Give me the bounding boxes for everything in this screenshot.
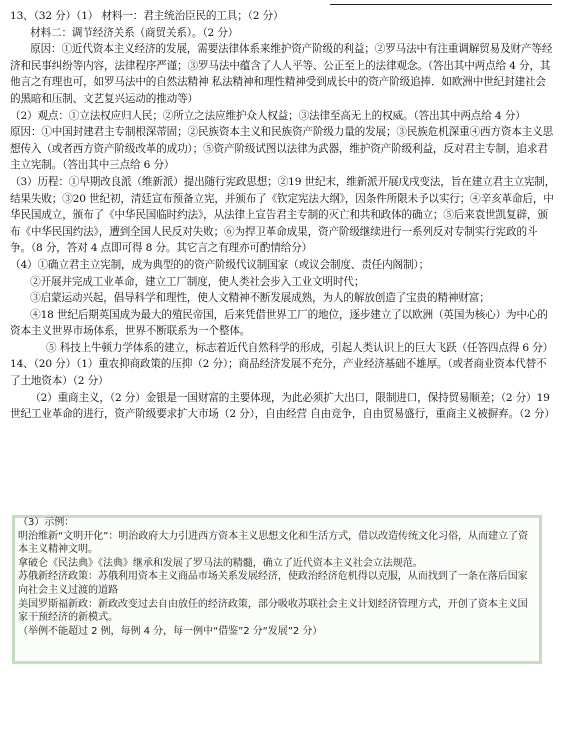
q13-part4-item1: （4）①确立君主立宪制，成为典型的的资产阶级代议制国家（或议会制度、责任内阁制）； — [10, 258, 430, 271]
q13-header: 13、（32 分）（1） 材料一：君主统治臣民的工具；（2 分） — [10, 10, 284, 22]
q14-part2: （2）重商主义，（2 分）金银是一国财富的主要体现，为此必须扩大出口，限制进口，保持贸易顺差；（2 分）19 世纪工业革命的进行，资产阶级要求扩大市场（2 分），自由经营 自由竞争，自由贸易盛行，重商主义被摒弃。（2 分） — [10, 391, 555, 421]
example-meiji: 明治维新“文明开化”：明治政府大力引进西方资本主义思想文化和生活方式，借以改造传统文化习俗，从而建立了资本主义精神文明。 — [18, 530, 528, 556]
example-box-text — [18, 516, 534, 638]
q13-part2-reason: 原因：①中国封建君主专制根深蒂固；②民族资本主义和民族资产阶级力量的发展；③民族危机深重④西方资本主义思想传入（或者西方资产阶级改革的成功）；⑤资产阶级试图以法律为武器，维护资产阶级利益，反对君主专制，追求君主立宪制。（答出其中三点给 6 分） — [10, 126, 554, 172]
q13-reason: 原因：①近代资本主义经济的发展，需要法律体系来维护资产阶级的利益；②罗马法中有注重调解贸易及财产等经济和民事纠纷等内容，法律程序严谨；③罗马法中蕴含了人人平等、公正至上的法律观念。（答出其中两点给 4 分，其他言之有理也可，如罗马法中的自然法精神 私法精神和理性精神受到成长中的资产阶级追捧．如欧洲中世纪封建社会的黑暗和压制、文艺复兴运动的推动等） — [10, 43, 553, 105]
q13-part2-view: （2）观点：①立法权应归人民；②所立之法应维护众人权益；③法律至高无上的权威。（答出其中两点给 4 分） — [10, 109, 526, 122]
q13-part4-item2: ②开展并完成工业革命，建立工厂制度，使人类社会步入工业文明时代； — [30, 275, 365, 288]
example-new-deal: 美国罗斯福新政：新政改变过去自由放任的经济政策，部分吸收苏联社会主义计划经济管理方式，开创了资本主义国家干预经济的新模式。 — [18, 598, 528, 624]
q13-part4-item4: ④18 世纪后期英国成为最大的殖民帝国，后来凭借世界工厂的地位，逐步建立了以欧洲（英国为核心）为中心的资本主义世界市场体系，世界不断联系为一个整体。 — [10, 308, 548, 338]
top-rule — [330, 4, 552, 5]
q13-material2: 材料二：调节经济关系（商贸关系）。（2 分） — [30, 26, 239, 39]
q13-part4-item5: ⑤ 科技上牛顿力学体系的建立，标志着近代自然科学的形成，引起人类认识上的巨大飞跃（任答四点得 6 分） — [46, 341, 554, 354]
example-napoleon: 拿破仑《民法典》《法典》继承和发展了罗马法的精髓，确立了近代资本主义社会立法规范。 — [18, 557, 423, 569]
example-note: （举例不能超过 2 例，每例 4 分，每一例中“借鉴”2 分“发展”2 分） — [18, 625, 323, 637]
answer-key — [10, 8, 556, 423]
q13-part3: （3）历程：①早期改良派（维新派）提出随行宪政思想；②19 世纪末，维新派开展戊戌变法，旨在建立君主立宪制，结果失败；③20 世纪初，清廷宣布预备立宪，并颁布了《钦定宪法大纲》，因条件所限未予以实行；④辛亥革命后，中华民国成立，颁布了《中华民国临时约法》，从法律上宣告君主专制的灭亡和共和政体的确立；⑤后来袁世凯复辟，颁布《中华民国约法》，遭到全国人民反对失败；⑥为捍卫革命成果，资产阶级继续进行一系列反对专制实行宪政的斗争。（8 分，答对 4 点即可得 8 分。其它言之有理亦可酌情给分） — [10, 175, 556, 255]
example-heading: （3）示例： — [18, 517, 75, 528]
q13-part4-item3: ③启蒙运动兴起，倡导科学和理性，使人文精神不断发展成熟，为人的解放创造了宝贵的精神财富； — [30, 292, 490, 305]
example-nep: 苏俄新经济政策：苏俄利用资本主义商品市场关系发展经济，使政治经济危机得以克服，从而找到了一条在落后国家向社会主义过渡的道路 — [18, 571, 528, 596]
q14-part1: 14、（20 分）（1）重农抑商政策的压抑（2 分）；商品经济发展不充分，产业经济基础不雄厚。（或者商业资本代替不了土地资本）（2 分） — [10, 358, 547, 388]
